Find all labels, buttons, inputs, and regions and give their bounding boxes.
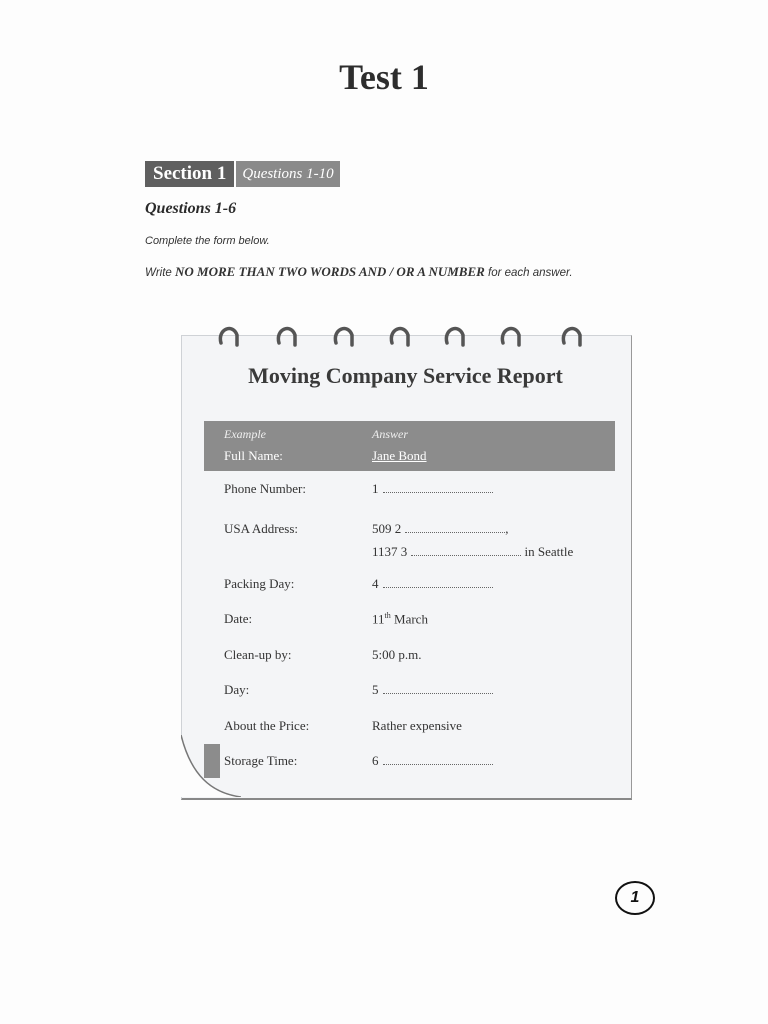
price-label: About the Price: [224, 718, 310, 733]
day-answer: 5 [372, 682, 493, 698]
section-questions: Questions 1-10 [236, 161, 339, 187]
price-value: Rather expensive [372, 718, 462, 733]
clean-up-label: Clean-up by: [224, 647, 292, 662]
date-label: Date: [224, 611, 253, 626]
section-label: Section 1 [145, 161, 234, 187]
phone-label: Phone Number: [224, 481, 306, 496]
storage-time-answer: 6 [372, 753, 493, 769]
page-curl-icon [181, 735, 241, 797]
word-limit-emphasis: NO MORE THAN TWO WORDS AND / OR A NUMBER [175, 264, 485, 279]
example-value: Jane Bond [372, 448, 427, 463]
day-label: Day: [224, 682, 250, 697]
phone-answer: 1 [372, 481, 493, 497]
answer-label: Answer [372, 427, 408, 441]
section-header [145, 161, 340, 187]
address-line-1: 509 2 , [372, 521, 509, 536]
example-row [204, 421, 615, 471]
instruction-complete: Complete the form below. [145, 235, 270, 247]
spiral-rings-icon [215, 321, 595, 351]
instruction-word-limit: Write NO MORE THAN TWO WORDS AND / OR A NUMBER for each answer. [145, 264, 573, 279]
questions-heading: Questions 1-6 [145, 200, 237, 217]
page-title: Test 1 [339, 57, 429, 97]
example-label: Example [224, 427, 266, 441]
example-field: Full Name: [224, 448, 283, 463]
packing-day-label: Packing Day: [224, 576, 295, 591]
address-label: USA Address: [224, 521, 299, 536]
clean-up-value: 5:00 p.m. [372, 647, 422, 662]
page-number: 1 [615, 881, 655, 915]
form-title: Moving Company Service Report [248, 363, 563, 388]
storage-time-label: Storage Time: [224, 753, 298, 768]
address-line-2: 1137 3 in Seattle [372, 544, 574, 559]
packing-day-answer: 4 [372, 576, 493, 592]
date-value: 11th March [372, 611, 428, 627]
